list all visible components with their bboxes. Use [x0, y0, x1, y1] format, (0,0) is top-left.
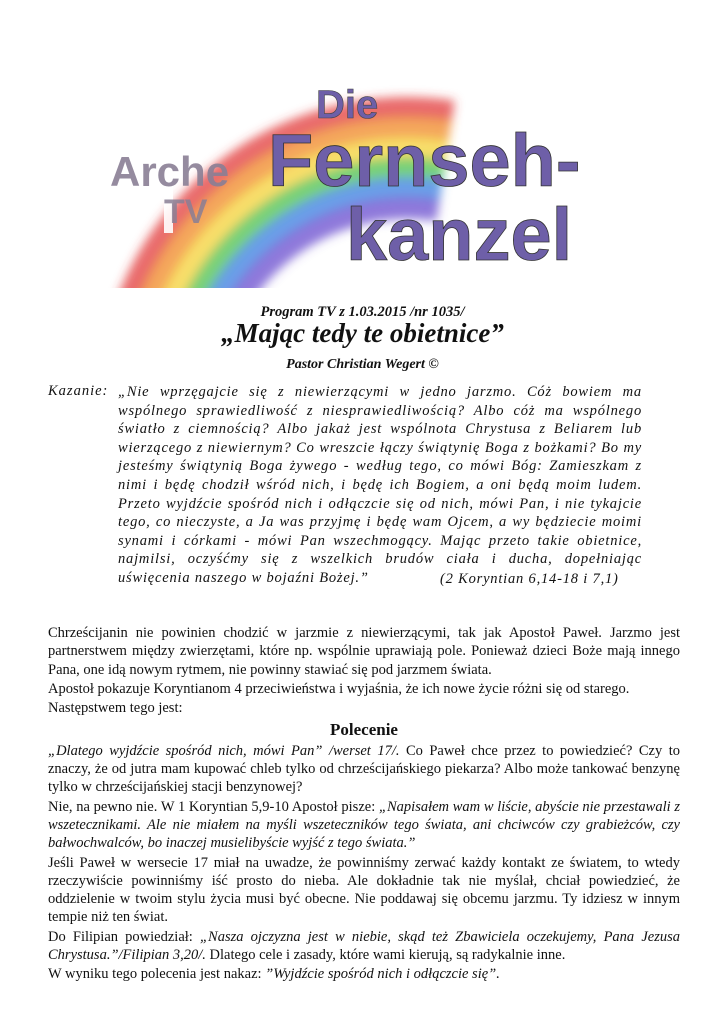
paragraph-5-text: Nie, na pewno nie. W 1 Koryntian 5,9-10 Apostoł pisze: — [48, 798, 379, 815]
paragraph-7-rest: Dlatego cele i zasady, które wami kierują, są radykalnie inne. — [205, 947, 566, 964]
paragraph-6: Jeśli Paweł w wersecie 17 miał na uwadze, że powinniśmy zerwać każdy kontakt ze światem, to wtedy rzeczywiście powinniśmy iść prosto do nieba. Ale dokładnie tak nie myślał, chciał powiedzieć, że oddzielenie w twoim stylu życia musi być obecne. Nie poddawaj się obcemu jarzmu. Ty idziesz w innym tempie niż ten świat. — [48, 854, 680, 926]
logo-graphic — [78, 78, 678, 288]
logo-fernseh-text: Fernseh- — [268, 119, 581, 202]
sermon-reference: (2 Koryntian 6,14-18 i 7,1) — [440, 571, 619, 587]
arche-tv-fernsehkanzel-logo — [78, 78, 678, 288]
sermon-label: Kazanie: — [48, 383, 109, 399]
program-line: Program TV z 1.03.2015 /nr 1035/ — [260, 304, 465, 320]
logo-arche-text: Arche — [110, 148, 230, 195]
paragraph-4-text: Co Paweł chce przez to powiedzieć? Czy to znaczy, że od jutra mam kupować chleb tylko od chrześcijańskiego piekarza? Albo może tankować benzynę tylko w chrześcijańskiej stacji benzynowej? — [48, 742, 680, 796]
page-title: „Mając tedy te obietnice” — [221, 318, 504, 348]
paragraph-5-quote: „Napisałem wam w liście, abyście nie przestawali z wszetecznikami. Ale nie miałem na myśli wszeteczników tego świata, ani chciwców czy grabieżców, czy bałwochwalców, bo inaczej musielibyście wyjść z tego świata.” — [48, 798, 680, 852]
logo-tv-text: TV — [164, 193, 208, 231]
paragraph-5 — [48, 798, 680, 853]
paragraph-8 — [48, 965, 680, 983]
paragraph-8-text: W wyniku tego polecenia jest nakaz: — [48, 966, 266, 983]
logo-die-text: Die — [316, 83, 379, 127]
article-body — [48, 624, 680, 985]
paragraph-4-quote: „Dlatego wyjdźcie spośród nich, mówi Pan” /werset 17/. — [48, 742, 400, 759]
paragraph-7-text: Do Filipian powiedział: — [48, 928, 200, 945]
paragraph-7 — [48, 928, 680, 965]
author-line: Pastor Christian Wegert © — [286, 357, 439, 372]
paragraph-1: Chrześcijanin nie powinien chodzić w jarzmie z niewierzącymi, tak jak Apostoł Paweł. Jarzmo jest partnerstwem między zwierzętami, które np. wspólnie uprawiają pole. Ponieważ dzieci Boże mają innego Pana, one idą nowym rytmem, nie powinny stawiać się pod jarzmem świata. — [48, 625, 680, 678]
paragraph-3: Następstwem tego jest: — [48, 700, 183, 717]
section-heading: Polecenie — [330, 720, 398, 740]
paragraph-2: Apostoł pokazuje Koryntianom 4 przeciwieństwa i wyjaśnia, że ich nowe życie różni się od starego. — [48, 680, 630, 697]
logo-kanzel-text: kanzel — [346, 193, 573, 276]
paragraph-7-quote: „Nasza ojczyzna jest w niebie, skąd też Zbawiciela oczekujemy, Pana Jezusa Chrystusa.”/Filipian 3,20/. — [48, 928, 681, 964]
sermon-quote: „Nie wprzęgajcie się z niewierzącymi w jedno jarzmo. Cóż bowiem ma wspólnego sprawiedliwość z niesprawiedliwością? Albo cóż ma wspólnego światło z ciemnością? Albo jakaż jest wspólnota Chrystusa z Beliarem lub wierzącego z niewiernym? Co wreszcie łączy świątynię Boga z bożkami? Bo my jesteśmy świątynią Boga żywego - według tego, co mówi Bóg: Zamieszkam z nimi i będę chodził wśród nich, i będę ich Bogiem, a oni będą moim ludem. Przeto wyjdźcie spośród nich i odłączcie się od nich, mówi Pan, i nie tykajcie tego, co nieczyste, a Ja was przyjmę i będę wam Ojcem, a wy będziecie moimi synami i córkami - mówi Pan wszechmogący. Mając przeto takie obietnice, najmilsi, oczyśćmy się z wszelkich brudów ciała i ducha, dopełniając uświęcenia naszego w bojaźni Bożej.” — [118, 384, 642, 586]
paragraph-8-quote: ”Wyjdźcie spośród nich i odłączcie się”. — [265, 966, 500, 983]
paragraph-4 — [48, 742, 680, 797]
